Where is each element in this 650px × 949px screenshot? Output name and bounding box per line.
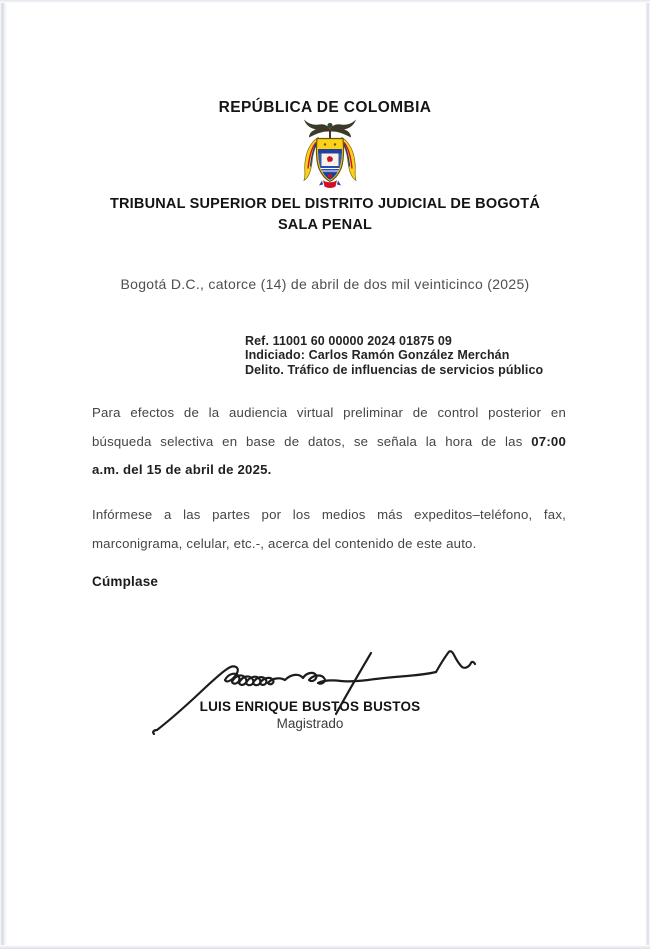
reference-block [245, 334, 543, 377]
paragraph-text-bold: a.m. del 15 de abril de 2025. [92, 462, 272, 478]
republic-heading: REPÚBLICA DE COLOMBIA [218, 99, 432, 116]
court-title-line2: SALA PENAL [277, 217, 373, 233]
court-title-line1: TRIBUNAL SUPERIOR DEL DISTRITO JUDICIAL DE BOGOTÁ [109, 196, 541, 212]
colombia-coat-of-arms-icon [297, 116, 363, 201]
body-paragraph-1 [92, 399, 566, 485]
body-paragraph-2 [92, 501, 566, 558]
page-edge-shadow-left [0, 0, 7, 949]
paragraph-line [92, 399, 566, 428]
paragraph-text: Para efectos de la audiencia virtual preliminar de control posterior en [92, 405, 566, 420]
signatory-name: LUIS ENRIQUE BUSTOS BUSTOS [199, 699, 421, 714]
signatory-role: Magistrado [276, 716, 344, 731]
paragraph-line [92, 456, 566, 485]
closing-order: Cúmplase [92, 574, 159, 589]
page-edge-shadow-right [645, 0, 650, 949]
paragraph-line [92, 428, 566, 457]
paragraph-text-bold: 07:00 [531, 433, 566, 449]
paragraph-text: Infórmese a las partes por los medios más expeditos–teléfono, fax, [92, 507, 566, 522]
reference-delito: Delito. Tráfico de influencias de servicios público [245, 362, 544, 377]
page-edge-shadow-top [0, 0, 650, 3]
page-edge-shadow-bottom [0, 945, 650, 949]
reference-number: Ref. 11001 60 00000 2024 01875 09 [245, 334, 452, 348]
dateline: Bogotá D.C., catorce (14) de abril de dos mil veinticinco (2025) [120, 276, 530, 292]
paragraph-text: marconigrama, celular, etc.-, acerca del contenido de este auto. [92, 535, 477, 551]
paragraph-text: búsqueda selectiva en base de datos, se señala la hora de las [92, 433, 532, 449]
paragraph-line [92, 530, 566, 559]
court-title [0, 194, 650, 236]
paragraph-line [92, 501, 566, 530]
reference-indiciado: Indiciado: Carlos Ramón González Merchán [245, 348, 510, 363]
